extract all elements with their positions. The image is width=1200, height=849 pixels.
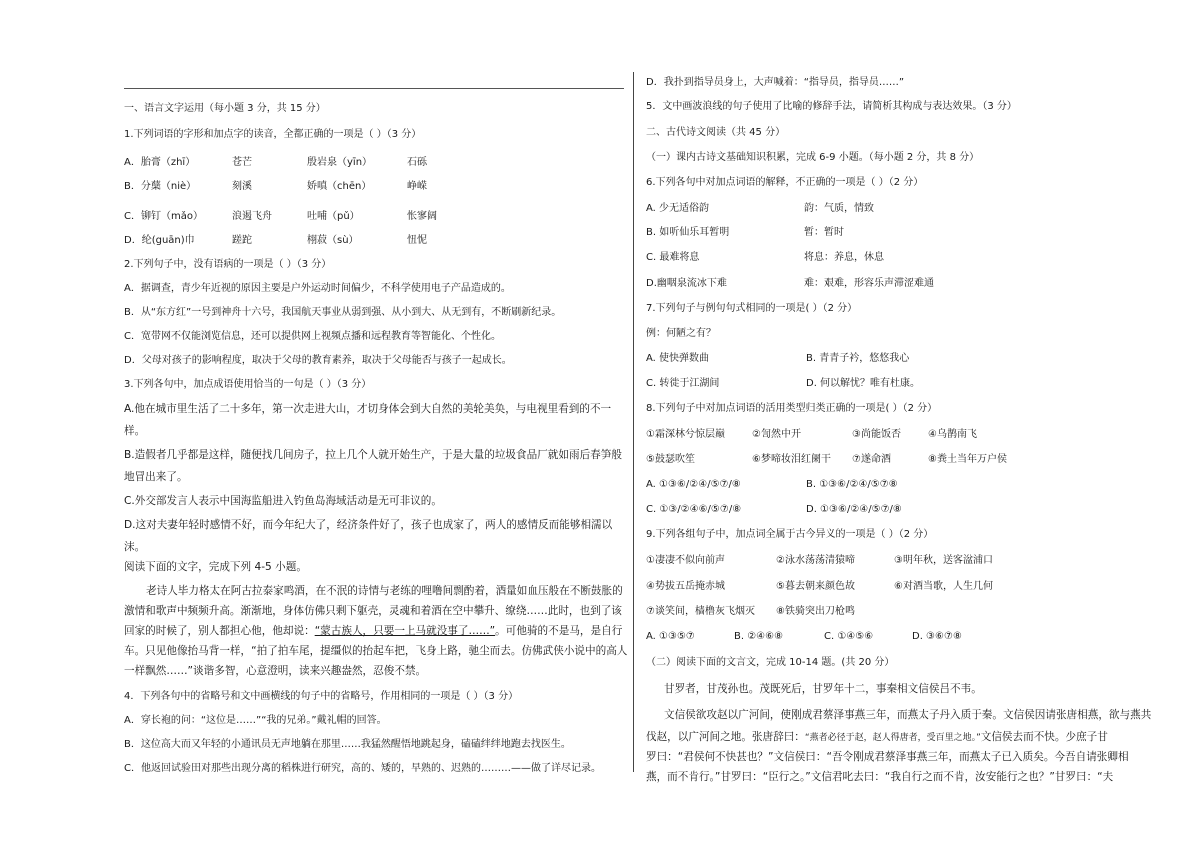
q1-b-label: B．分蘖（niè） — [124, 181, 197, 192]
q3-stem: 3.下列各句中，加点成语使用恰当的一句是（ ）（3 分） — [124, 379, 372, 390]
q7-example: 例：何陋之有？ — [646, 328, 716, 339]
q4-option-c: C．他返回试验田对那些出现分离的稻株进行研究，高的、矮的，早熟的、迟熟的………——做了详尽记录。 — [124, 763, 601, 774]
passage-line3-b: 。可他骑的不是马，是自行 — [495, 625, 623, 637]
q8-option-a: A. ①③⑥/②④/⑤⑦/⑧ — [646, 479, 741, 490]
q9-item-3: ③明年秋，送客湓浦口 — [894, 555, 993, 566]
passage-underlined-sentence: “蒙古族人，只要一上马就没事了……” — [314, 625, 496, 637]
section2-title: 二、古代诗文阅读（共 45 分） — [646, 127, 786, 138]
wenyan-line1: 甘罗者，甘茂孙也。茂既死后，甘罗年十二，事秦相文信侯吕不韦。 — [664, 683, 982, 695]
q6-b-right: 暂：暂时 — [804, 227, 844, 238]
q1-d-c4: 忸怩 — [407, 235, 427, 246]
q7-option-c: C. 转徙于江湖间 — [646, 378, 720, 389]
q9-item-5: ⑤暮去朝来颜色故 — [776, 581, 855, 592]
q2-option-a: A．据调查，青少年近视的原因主要是户外运动时间偏少，不科学使用电子产品造成的。 — [124, 283, 511, 294]
wenyan-line5: 燕，而不肯行。”甘罗曰：“臣行之。”文信君叱去曰：“我自行之而不肯，汝安能行之也？”甘罗曰：“夫 — [646, 771, 1114, 783]
q1-c-c3: 吐哺（pǔ） — [307, 211, 360, 222]
q1-d-c3: 栩菽（sù） — [307, 235, 359, 246]
q3-option-b-line1: B.造假者几乎都是这样，随便找几间房子，拉上几个人就开始生产，于是大量的垃圾食品厂就如雨后春笋般 — [124, 449, 622, 461]
wenyan-line3-c: 文信侯去而不快。少庶子甘 — [980, 731, 1108, 743]
q6-c-right: 将息：养息，休息 — [804, 252, 884, 263]
passage-line4: 车。只见他像抬马背一样，“拍了拍车尾，提缰似的抬起车把，飞身上路，驰尘而去。仿佛武侠小说中的高人 — [124, 645, 628, 657]
q8-item-6: ⑥梦啼妆泪红阑干 — [752, 454, 831, 465]
q6-a-right: 韵：气质，情致 — [804, 203, 874, 214]
q8-item-1: ①霜深林兮惊层巅 — [646, 429, 725, 440]
passage-line5: 一样飘然……”谈谐多智，心意澄明，读来兴趣盎然，忍俊不禁。 — [124, 665, 427, 677]
q9-option-b: B. ②④⑥⑧ — [734, 631, 784, 642]
q8-item-7: ⑦遂命酒 — [852, 454, 891, 465]
q3-option-d-line2: 沫。 — [124, 541, 146, 553]
q8-item-3: ③尚能饭否 — [852, 429, 901, 440]
q8-item-2: ②訇然中开 — [752, 429, 801, 440]
q7-option-b: B. 青青子衿，悠悠我心 — [806, 353, 910, 364]
passage-line2: 激情和歌声中频频升高。渐渐地，身体仿佛只剩下躯壳，灵魂和着酒在空中攀升、缭绕……此时，也到了该 — [124, 605, 622, 617]
wenyan-line3-b: “燕者必径于赵，赵人得唐者，受百里之地。” — [804, 733, 981, 743]
q9-item-8: ⑧铁骑突出刀枪鸣 — [776, 606, 855, 617]
q6-d-right: 难：艰难，形容乐声滞涩难通 — [804, 278, 934, 289]
q1-c-c4: 怅寥阔 — [407, 211, 437, 222]
q6-a-left: A. 少无适俗韵 — [646, 203, 710, 214]
q8-option-b: B. ①③⑥/②④/⑤⑦⑧ — [806, 479, 898, 490]
q6-b-left: B. 如听仙乐耳暂明 — [646, 227, 730, 238]
q3-option-a-line2: 样。 — [124, 425, 146, 437]
q1-c-c2: 浪遏飞舟 — [232, 211, 272, 222]
q8-item-5: ⑤鼓瑟吹笙 — [646, 454, 695, 465]
wenyan-line4: 罗曰：“君侯何不快甚也？”文信侯曰：“吾令刚成君蔡泽事燕三年，而燕太子已入质矣。今吾自请张卿相 — [646, 751, 1129, 763]
header-rule — [124, 88, 624, 89]
section1-title: 一、语言文字运用（每小题 3 分，共 15 分） — [124, 103, 326, 114]
wenyan-line3 — [646, 730, 1108, 745]
q8-option-c: C. ①③/②④⑥/⑤⑦/⑧ — [646, 504, 742, 515]
q9-option-d: D. ③⑥⑦⑧ — [912, 631, 962, 642]
q8-stem: 8.下列句子中对加点词语的活用类型归类正确的一项是( ）（2 分） — [646, 403, 938, 414]
q1-a-c4: 石砾 — [407, 157, 427, 168]
q2-stem: 2.下列句子中，没有语病的一项是（ ）（3 分） — [124, 259, 332, 270]
q3-option-b-line2: 地冒出来了。 — [124, 471, 188, 483]
q9-item-7: ⑦谈笑间，樯橹灰飞烟灭 — [646, 606, 755, 617]
passage-line3-a: 回家的时候了，别人都担心他，他却说： — [124, 625, 315, 637]
q4-stem: 4．下列各句中的省略号和文中画横线的句子中的省略号，作用相同的一项是（ ）（3 分） — [124, 691, 519, 702]
q1-stem: 1.下列词语的字形和加点字的读音，全都正确的一项是（ ）（3 分） — [124, 129, 422, 140]
q3-option-a-line1: A.他在城市里生活了二十多年，第一次走进大山，才切身体会到大自然的美轮美奂，与电视里看到的不一 — [124, 403, 612, 415]
q7-option-d: D. 何以解忧？唯有杜康。 — [806, 378, 921, 389]
q8-item-8: ⑧粪土当年万户侯 — [928, 454, 1007, 465]
q9-option-c: C. ①④⑤⑥ — [824, 631, 874, 642]
q3-option-d-line1: D.这对夫妻年轻时感情不好，而今年纪大了，经济条件好了，孩子也成家了，两人的感情反而能够相濡以 — [124, 519, 613, 531]
q1-c-label: C．铆钉（mǎo） — [124, 211, 203, 222]
q6-d-left: D.幽咽泉流冰下难 — [646, 278, 727, 289]
q1-d-label: D．纶(guān)巾 — [124, 235, 195, 246]
q3-option-c: C.外交部发言人表示中国海监船进入钓鱼岛海域活动是无可非议的。 — [124, 495, 442, 507]
q2-option-d: D．父母对孩子的影响程度，取决于父母的教育素养，取决于父母能否与孩子一起成长。 — [124, 355, 512, 366]
q5-stem: 5．文中画波浪线的句子使用了比喻的修辞手法，请简析其构成与表达效果。（3 分） — [646, 101, 1017, 112]
q9-stem: 9.下列各组句子中，加点词全属于古今异义的一项是（ ）（2 分） — [646, 529, 934, 540]
q8-item-4: ④乌鹊南飞 — [928, 429, 977, 440]
q9-item-2: ②泳水荡荡清猿啼 — [776, 555, 855, 566]
subsection2-title: （二）阅读下面的文言文，完成 10-14 题。(共 20 分） — [646, 657, 895, 668]
q1-a-c2: 苍芒 — [232, 157, 252, 168]
q6-stem: 6.下列各句中对加点词语的解释，不正确的一项是（ ）（2 分） — [646, 177, 924, 188]
q2-option-b: B．从“东方红”一号到神舟十六号，我国航天事业从弱到强、从小到大、从无到有，不断刷新纪录。 — [124, 307, 562, 318]
q1-b-c3: 娇嗔（chēn） — [307, 181, 372, 192]
q4-option-b: B．这位高大而又年轻的小通讯员无声地躺在那里……我猛然醒悟地跳起身，磕磕绊绊地跑去找医生。 — [124, 739, 571, 750]
passage-line3 — [124, 624, 622, 638]
q1-a-c3: 殷岩泉（yīn） — [307, 157, 373, 168]
column-divider — [633, 72, 634, 772]
q8-option-d: D. ①③⑥/②④/⑤⑦/⑧ — [806, 504, 902, 515]
wenyan-line2: 文信侯欲攻赵以广河间，使刚成君蔡泽事燕三年，而燕太子丹入质于秦。文信侯因请张唐相燕，欲与燕共 — [664, 709, 1152, 721]
passage-line1: 老诗人毕力格太在阿古拉泰家鸣酒，在不泯的诗情与老练的哩噜间剽酌着，酒量如血压般在不断鼓胀的 — [146, 585, 623, 597]
q2-option-c: C．宽带网不仅能浏览信息，还可以提供网上视频点播和远程教育等智能化、个性化。 — [124, 331, 501, 342]
wenyan-line3-a: 伐赵，以广河间之地。张唐辞曰： — [646, 731, 805, 743]
q9-item-4: ④势拔五岳掩赤城 — [646, 581, 725, 592]
q7-stem: 7.下列句子与例句句式相同的一项是( ）（2 分） — [646, 303, 858, 314]
q1-a-label: A．胎膏（zhī） — [124, 157, 196, 168]
subsection1-title: （一）课内古诗文基础知识积累，完成 6-9 小题。（每小题 2 分，共 8 分） — [646, 152, 980, 163]
q7-option-a: A. 使快弹数曲 — [646, 353, 710, 364]
q1-d-c2: 蹉跎 — [232, 235, 252, 246]
q6-c-left: C. 最难将息 — [646, 252, 700, 263]
reading-intro: 阅读下面的文字，完成下列 4-5 小题。 — [124, 561, 307, 573]
q1-b-c2: 刻溪 — [232, 181, 252, 192]
q4-option-a: A．穿长袍的问：“这位是……”“我的兄弟。”戴礼帽的回答。 — [124, 715, 387, 726]
q4-option-d: D．我扑到指导员身上，大声喊着：“指导员，指导员……” — [646, 77, 905, 88]
q9-option-a: A. ①③⑤⑦ — [646, 631, 695, 642]
q1-b-c4: 峥嵘 — [407, 181, 427, 192]
q9-item-6: ⑥对酒当歌，人生几何 — [894, 581, 993, 592]
q9-item-1: ①凄凄不似向前声 — [646, 555, 725, 566]
